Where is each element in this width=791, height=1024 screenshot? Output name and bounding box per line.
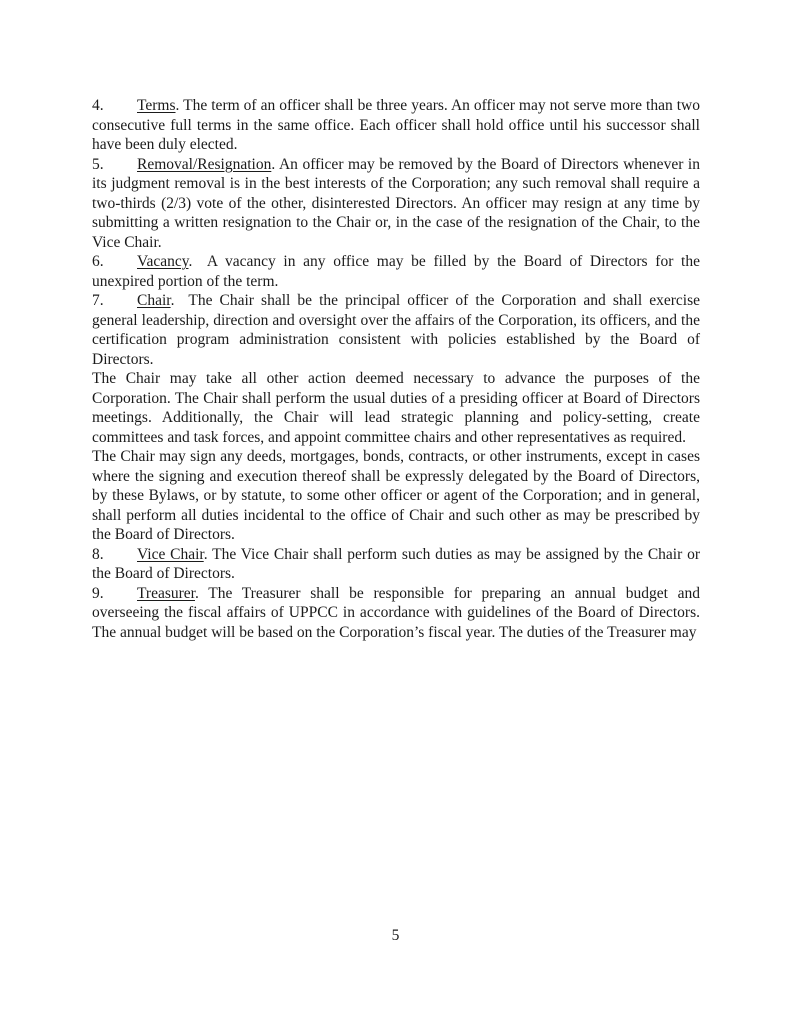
paragraph-separator: . <box>203 545 213 563</box>
paragraph-heading: Terms <box>137 97 176 114</box>
paragraph-text: The Vice Chair shall perform such duties as may be assigned by the Chair or the Board of Directors. <box>92 545 700 582</box>
paragraph-separator: . <box>271 155 279 173</box>
paragraph-heading: Vice Chair <box>137 545 204 563</box>
paragraph-treasurer <box>92 584 700 643</box>
paragraph-heading: Chair <box>137 292 171 309</box>
paragraph-vacancy <box>92 252 700 291</box>
paragraph-text: The term of an officer shall be three years. An officer may not serve more than two consecutive full terms in the same office. Each officer shall hold office until his successor shall have been duly elected. <box>92 97 700 153</box>
paragraph-chair <box>92 291 700 369</box>
paragraph-chair-actions <box>92 369 700 447</box>
paragraph-separator: . <box>194 584 209 602</box>
paragraph-number: 5. <box>92 155 104 173</box>
page-number: 5 <box>391 927 400 944</box>
paragraph-number: 9. <box>92 584 104 602</box>
paragraph-chair-signing <box>92 447 700 545</box>
paragraph-vice-chair <box>92 545 700 584</box>
paragraph-text: The Treasurer shall be responsible for preparing an annual budget and overseeing the fiscal affairs of UPPCC in accordance with guidelines of the Board of Directors. The annual budget will be based on the Corporation’s fiscal year. The duties of the Treasurer may <box>92 584 700 641</box>
document-body <box>92 96 700 642</box>
paragraph-text: The Chair may take all other action deemed necessary to advance the purposes of the Corporation. The Chair shall perform the usual duties of a presiding officer at Board of Directors meetings. Additionally, the Chair will lead strategic planning and policy-setting, create committees and task forces, and appoint committee chairs and other representatives as required. <box>92 370 700 446</box>
paragraph-number: 8. <box>92 545 104 563</box>
paragraph-separator: . <box>170 292 189 309</box>
paragraph-number: 7. <box>92 292 104 309</box>
paragraph-heading: Treasurer <box>137 584 195 602</box>
paragraph-number: 4. <box>92 97 104 114</box>
paragraph-text: A vacancy in any office may be filled by the Board of Directors for the unexpired portion of the term. <box>92 253 700 290</box>
paragraph-text: The Chair shall be the principal officer of the Corporation and shall exercise general leadership, direction and oversight over the affairs of the Corporation, its officers, and the certification program administration consistent with policies established by the Board of Directors. <box>92 292 700 368</box>
paragraph-text: The Chair may sign any deeds, mortgages, bonds, contracts, or other instruments, except in cases where the signing and execution thereof shall be expressly delegated by the Board of Directors, by these Bylaws, or by statute, to some other officer or agent of the Corporation; and in general, shall perform all duties incidental to the office of Chair and such other as may be prescribed by the Board of Directors. <box>92 448 700 543</box>
paragraph-text: An officer may be removed by the Board of Directors whenever in its judgment removal is in the best interests of the Corporation; any such removal shall require a two-thirds (2/3) vote of the other, disinterested Directors. An officer may resign at any time by submitting a written resignation to the Chair or, in the case of the resignation of the Chair, to the Vice Chair. <box>92 155 700 251</box>
paragraph-heading: Removal/Resignation <box>137 155 272 173</box>
paragraph-separator: . <box>175 97 184 114</box>
paragraph-removal-resignation <box>92 155 700 253</box>
paragraph-separator: . <box>188 253 207 270</box>
paragraph-terms <box>92 96 700 155</box>
paragraph-heading: Vacancy <box>137 253 189 270</box>
paragraph-number: 6. <box>92 253 104 270</box>
